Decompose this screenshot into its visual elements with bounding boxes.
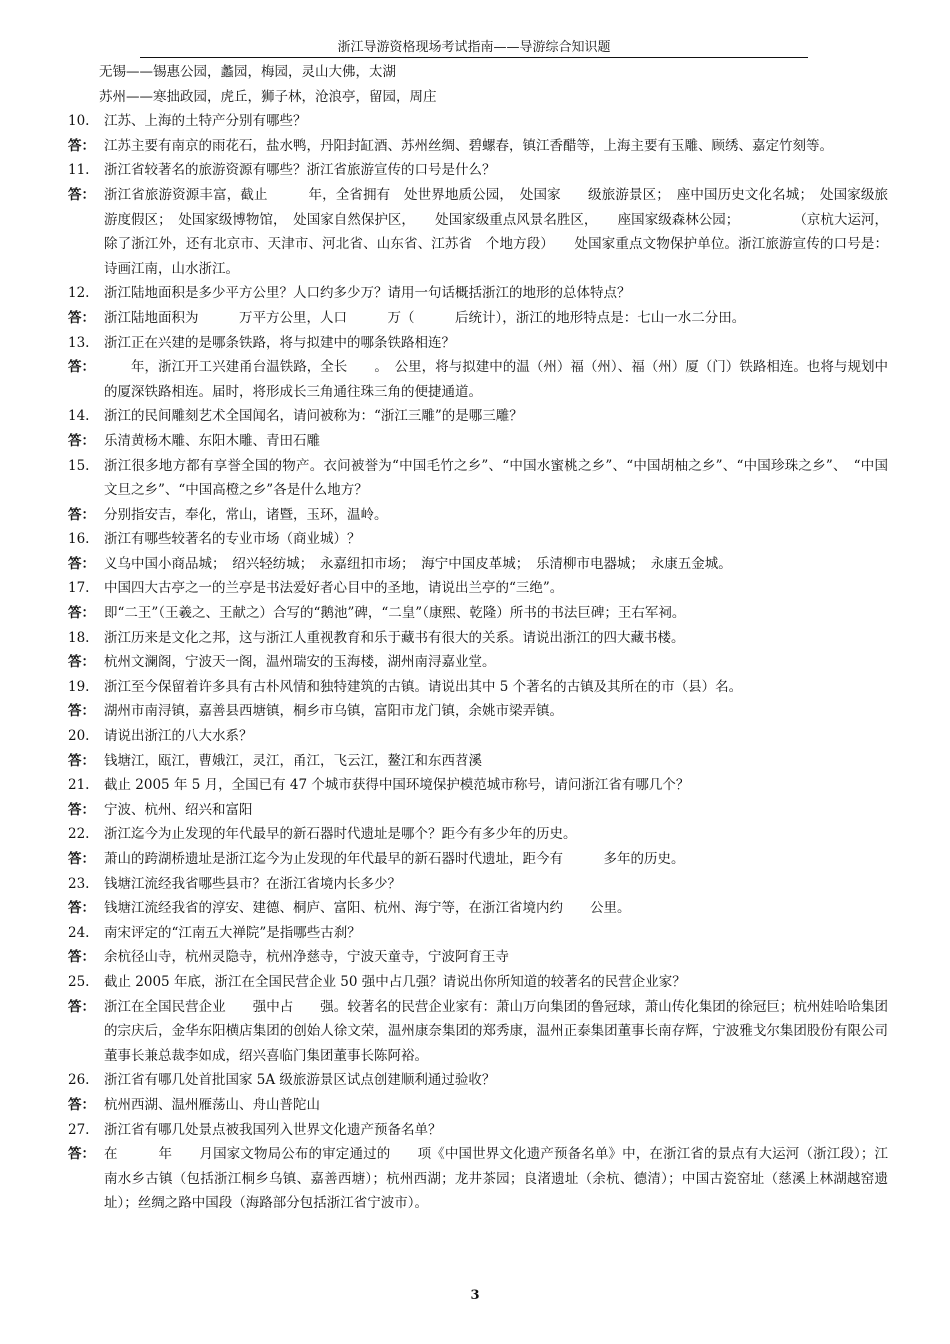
question-row [68,1118,888,1143]
answer-text: 义乌中国小商品城； 绍兴轻纺城； 永嘉纽扣市场； 海宁中国皮革城； 乐清柳市电器城； 永康五金城。 [104,555,732,572]
answer-text: 即“二王”（王羲之、王献之）合写的“鹅池”碑，“二皇”（康熙、乾隆）所书的书法巨碑；王右军祠。 [104,605,686,622]
question-row [68,872,888,897]
answer-row [68,355,888,404]
answer-row [68,134,888,159]
question-text: 浙江很多地方都有享誉全国的物产。衣问被誉为“中国毛竹之乡”、“中国水蜜桃之乡”、“中国胡柚之乡”、“中国珍珠之乡”、 “中国文旦之乡”、“中国高橙之乡”各是什么地方？ [104,457,888,499]
answer-text: 杭州文澜阁，宁波天一阁，温州瑞安的玉海楼，湖州南浔嘉业堂。 [104,654,496,671]
question-text: 钱塘江流经我省哪些县市？在浙江省境内长多少？ [104,875,401,892]
question-text: 截止 2005 年底，浙江在全国民营企业 50 强中占几强？请说出你所知道的较著名的民营企业家？ [104,973,686,990]
question-number: 25. [68,973,90,990]
question-row [68,921,888,946]
answer-label: 答： [68,900,95,917]
qa-list [68,109,888,1216]
question-row [68,626,888,651]
answer-label: 答： [68,654,95,671]
answer-text: 钱塘江，瓯江，曹娥江，灵江，甬江，飞云江，鳌江和东西苕溪 [104,752,482,769]
answer-label: 答： [68,949,95,966]
answer-label: 答： [68,752,95,769]
question-number: 16. [68,531,90,548]
answer-label: 答： [68,801,95,818]
question-number: 12. [68,285,90,302]
answer-text: 浙江在全国民营企业 强中占 强。较著名的民营企业家有：萧山万向集团的鲁冠球，萧山传化集团的徐冠巨；杭州娃哈哈集团的宗庆后，金华东阳横店集团的创始人徐文荣，温州康奈集团的郑秀康，温州正泰集团董事长南存辉，宁波雅戈尔集团股份有限公司董事长兼总裁李如成，绍兴喜临门集团董事长陈阿裕。 [104,998,888,1064]
answer-text: 萧山的跨湖桥遗址是浙江迄今为止发现的年代最早的新石器时代遗址，距今有 多年的历史。 [104,851,685,867]
question-text: 请说出浙江的八大水系？ [104,728,253,745]
answer-row [68,1093,888,1118]
answer-row [68,945,888,970]
answer-row [68,896,888,921]
answer-label: 答： [68,1096,95,1113]
question-number: 18. [68,629,90,646]
question-row [68,281,888,306]
question-text: 浙江迄今为止发现的年代最早的新石器时代遗址是哪个？距今有多少年的历史。 [104,826,577,843]
answer-label: 答： [68,432,95,449]
answer-label: 答： [68,359,95,376]
answer-row [68,429,888,454]
question-text: 浙江的民间雕刻艺术全国闻名，请问被称为：“浙江三雕”的是哪三雕？ [104,408,523,425]
question-text: 浙江省有哪几处景点被我国列入世界文化遗产预备名单？ [104,1121,442,1138]
question-number: 15. [68,457,90,474]
question-text: 浙江至今保留着许多具有古朴风情和独特建筑的古镇。请说出其中 5 个著名的古镇及其所在的市（县）名。 [104,678,743,695]
question-number: 20. [68,728,90,745]
question-text: 浙江省较著名的旅游资源有哪些？浙江省旅游宣传的口号是什么？ [104,162,496,179]
answer-text: 年，浙江开工兴建甬台温铁路，全长 。 公里，将与拟建中的温（州）福（州）、福（州）厦（门）铁路相连。也将与规划中的厦深铁路相连。届时，将形成长三角通往珠三角的便捷通道。 [104,359,888,400]
question-text: 浙江历来是文化之邦，这与浙江人重视教育和乐于藏书有很大的关系。请说出浙江的四大藏书楼。 [104,629,685,646]
answer-text: 在 年 月国家文物局公布的审定通过的 项《中国世界文化遗产预备名单》中，在浙江省的景点有大运河（浙江段）；江南水乡古镇（包括浙江桐乡乌镇、嘉善西塘）；杭州西湖；龙井茶园；良渚遗址（余杭、德清）；中国古瓷窑址（慈溪上林湖越窑遗址）；丝绸之路中国段（海路部分包括浙江省宁波市）。 [104,1146,888,1212]
header-rule [140,57,808,58]
question-row [68,675,888,700]
question-number: 27. [68,1121,90,1138]
answer-text: 宁波、杭州、绍兴和富阳 [104,801,253,818]
answer-text: 余杭径山寺，杭州灵隐寺，杭州净慈寺，宁波天童寺，宁波阿育王寺 [104,949,509,966]
question-row [68,527,888,552]
question-row [68,576,888,601]
answer-label: 答： [68,998,95,1015]
question-text: 中国四大古亭之一的兰亭是书法爱好者心目中的圣地，请说出兰亭的“三绝”。 [104,580,564,597]
answer-row [68,306,888,331]
answer-label: 答： [68,703,95,720]
question-number: 19. [68,678,90,695]
question-row [68,158,888,183]
answer-label: 答： [68,605,95,622]
question-number: 11. [68,162,90,179]
question-text: 江苏、上海的土特产分别有哪些？ [104,113,307,130]
question-row [68,822,888,847]
answer-row [68,1142,888,1216]
question-text: 浙江有哪些较著名的专业市场（商业城）？ [104,531,361,548]
question-row [68,1068,888,1093]
question-number: 10. [68,113,90,130]
question-row [68,331,888,356]
answer-row [68,183,888,281]
answer-row [68,601,888,626]
answer-label: 答： [68,137,95,154]
answer-text: 浙江陆地面积为 万平方公里，人口 万（ 后统计），浙江的地形特点是：七山一水二分田。 [104,309,746,326]
page-number: 3 [470,1288,480,1303]
answer-row [68,552,888,577]
question-row [68,454,888,503]
answer-row [68,847,888,872]
question-row [68,404,888,429]
question-text: 南宋评定的“江南五大禅院”是指哪些古刹？ [104,924,361,941]
question-number: 21. [68,777,90,794]
question-number: 22. [68,826,90,843]
answer-text: 浙江省旅游资源丰富，截止 年，全省拥有 处世界地质公园， 处国家 级旅游景区； 座中国历史文化名城； 处国家级旅游度假区； 处国家级博物馆， 处国家自然保护区， 处国家级重点风景名胜区， 座国家级森林公园； （京杭大运河，除了浙江外，还有北京市、天津市、河北省、山东省、江苏省 个地方段） 处国家重点文物保护单位。浙江旅游宣传的口号是：诗画江南，山水浙江。 [104,186,888,277]
answer-row [68,699,888,724]
question-text: 浙江省有哪几处首批国家 5A 级旅游景区试点创建顺利通过验收？ [104,1072,496,1089]
answer-text: 杭州西湖、温州雁荡山、舟山普陀山 [104,1096,320,1113]
answer-text: 湖州市南浔镇，嘉善县西塘镇，桐乡市乌镇，富阳市龙门镇，余姚市梁弄镇。 [104,703,563,720]
question-text: 截止 2005 年 5 月，全国已有 47 个城市获得中国环境保护模范城市称号，请问浙江省有哪几个？ [104,777,690,794]
question-number: 26. [68,1072,90,1089]
answer-row [68,995,888,1069]
answer-label: 答： [68,1146,95,1163]
question-row [68,773,888,798]
document-body [68,60,888,1216]
answer-row [68,749,888,774]
running-header: 浙江导游资格现场考试指南——导游综合知识题 [337,40,611,55]
question-text: 浙江正在兴建的是哪条铁路，将与拟建中的哪条铁路相连？ [104,334,455,351]
question-number: 24. [68,924,90,941]
question-number: 14. [68,408,90,425]
question-row [68,724,888,749]
answer-text: 分别指安吉，奉化，常山，诸暨，玉环，温岭。 [104,506,388,523]
answer-text: 江苏主要有南京的雨花石，盐水鸭，丹阳封缸酒、苏州丝绸、碧螺春，镇江香醋等，上海主要有玉雕、顾绣、嘉定竹刻等。 [104,137,833,154]
question-row [68,109,888,134]
answer-label: 答： [68,555,95,572]
question-text: 浙江陆地面积是多少平方公里？人口约多少万？请用一句话概括浙江的地形的总体特点？ [104,285,631,302]
answer-label: 答： [68,851,95,867]
intro-line: 无锡——锡惠公园，蠡园，梅园，灵山大佛，太湖 [99,64,396,80]
answer-row [68,503,888,528]
question-number: 17. [68,580,90,597]
answer-text: 乐清黄杨木雕、东阳木雕、青田石雕 [104,432,320,449]
question-number: 13. [68,334,90,351]
question-row [68,970,888,995]
answer-row [68,798,888,823]
answer-label: 答： [68,186,95,203]
answer-label: 答： [68,309,95,326]
answer-text: 钱塘江流经我省的淳安、建德、桐庐、富阳、杭州、海宁等，在浙江省境内约 公里。 [104,900,631,917]
intro-line: 苏州——寒拙政园，虎丘，狮子林，沧浪亭，留园，周庄 [99,88,437,105]
answer-label: 答： [68,506,95,523]
question-number: 23. [68,875,90,892]
answer-row [68,650,888,675]
